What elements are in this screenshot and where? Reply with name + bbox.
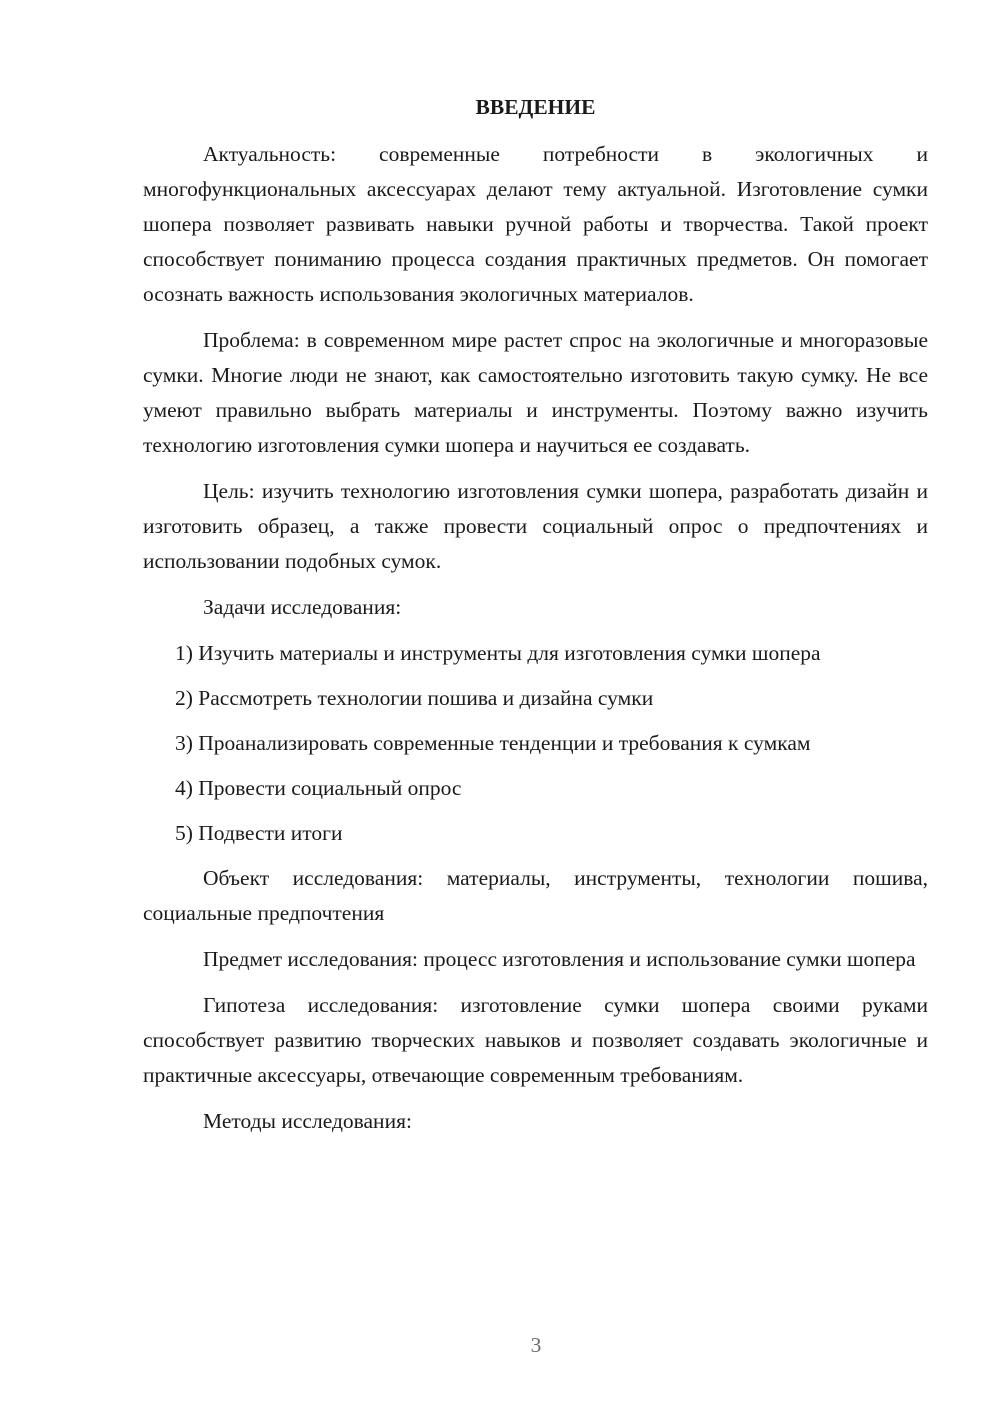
- goal-paragraph: Цель: изучить технологию изготовления сумки шопера, разработать дизайн и изготовить образец, а также провести социальный опрос о предпочтениях и использовании подобных сумок.: [143, 479, 928, 573]
- document-body: [143, 90, 928, 1150]
- section-heading: ВВЕДЕНИЕ: [475, 95, 596, 119]
- list-item: 3) Проанализировать современные тенденции и требования к сумкам: [175, 731, 811, 755]
- methods-title: Методы исследования:: [203, 1109, 412, 1133]
- problem-paragraph: Проблема: в современном мире растет спрос на экологичные и многоразовые сумки. Многие люди не знают, как самостоятельно изготовить такую сумку. Не все умеют правильно выбрать материалы и инструменты. Поэтому важно изучить технологию изготовления сумки шопера и научиться ее создавать.: [143, 328, 928, 457]
- tasks-title: Задачи исследования:: [203, 595, 402, 619]
- hypothesis-paragraph: Гипотеза исследования: изготовление сумки шопера своими руками способствует развитию творческих навыков и позволяет создавать экологичные и практичные аксессуары, отвечающие современным требованиям.: [143, 993, 928, 1087]
- tasks-list: [143, 636, 928, 851]
- list-item: 4) Провести социальный опрос: [175, 776, 462, 800]
- page-number: 3: [530, 1333, 542, 1357]
- list-item: 2) Рассмотреть технологии пошива и дизайна сумки: [175, 686, 654, 710]
- list-item: 1) Изучить материалы и инструменты для изготовления сумки шопера: [175, 641, 821, 665]
- object-paragraph: Объект исследования: материалы, инструменты, технологии пошива, социальные предпочтения: [143, 866, 928, 925]
- relevance-paragraph: Актуальность: современные потребности в экологичных и многофункциональных аксессуарах делают тему актуальной. Изготовление сумки шопера позволяет развивать навыки ручной работы и творчества. Такой проект способствует пониманию процесса создания практичных предметов. Он помогает осознать важность использования экологичных материалов.: [143, 142, 928, 306]
- subject-paragraph: Предмет исследования: процесс изготовления и использование сумки шопера: [203, 947, 916, 971]
- list-item: 5) Подвести итоги: [175, 821, 343, 845]
